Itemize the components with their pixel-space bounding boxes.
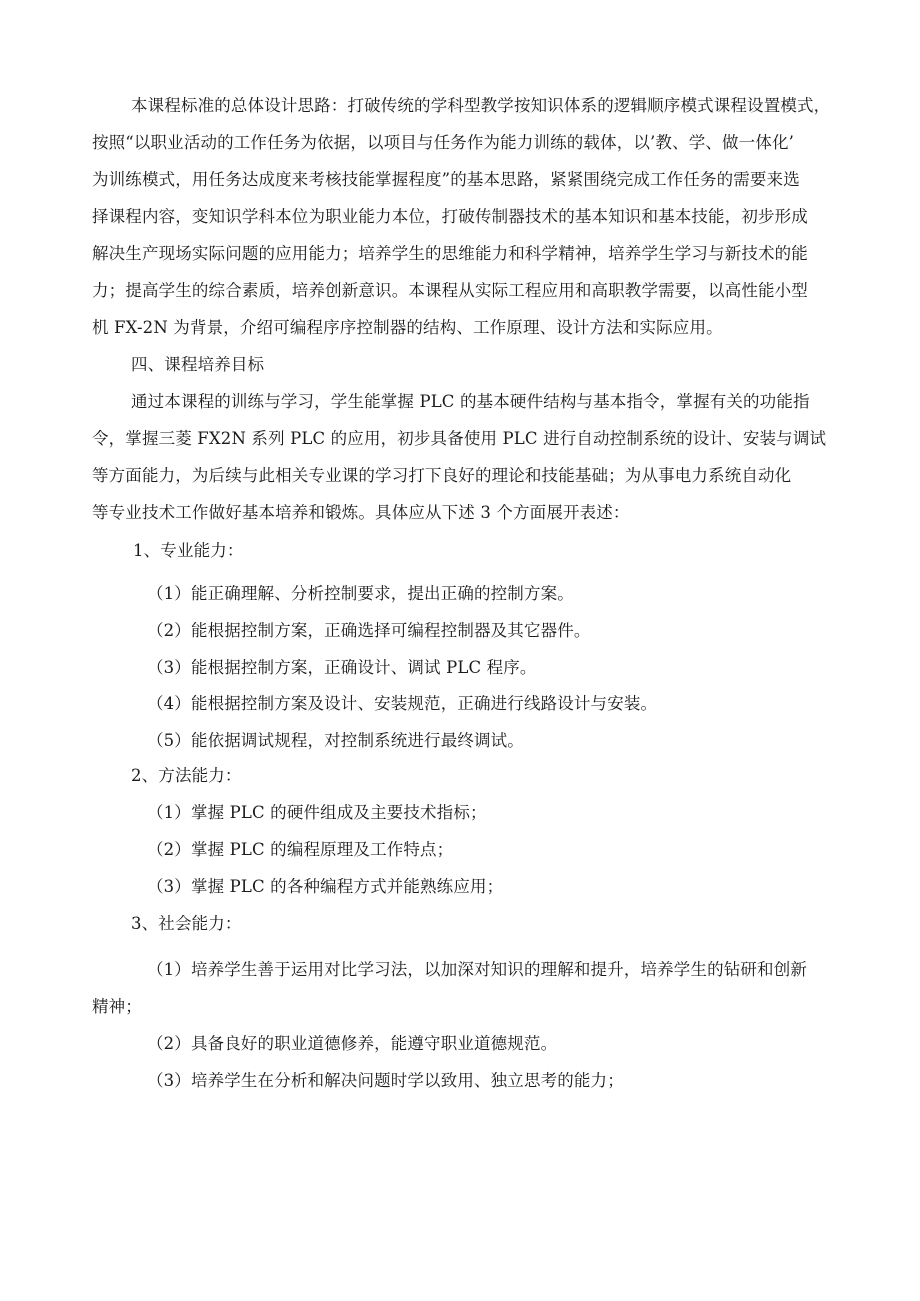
list-item: （2）掌握 PLC 的编程原理及工作特点；	[147, 840, 454, 859]
paragraph-line: 通过本课程的训练与学习，学生能掌握 PLC 的基本硬件结构与基本指令，掌握有关的功能指	[131, 392, 810, 411]
list-item: （1）能正确理解、分析控制要求，提出正确的控制方案。	[147, 584, 574, 603]
subheading-professional: 1、专业能力：	[133, 541, 244, 560]
list-item-continuation: 精神；	[92, 997, 142, 1016]
paragraph-line: 本课程标准的总体设计思路：打破传统的学科型教学按知识体系的逻辑顺序模式课程设置模式，	[131, 96, 831, 115]
paragraph-line: 按照“以职业活动的工作任务为依据，以项目与任务作为能力训练的载体，以’教、学、做一体化’	[92, 133, 795, 152]
list-item: （1）培养学生善于运用对比学习法，以加深对知识的理解和提升，培养学生的钻研和创新	[147, 960, 807, 979]
subheading-social: 3、社会能力：	[131, 914, 242, 933]
list-item: （3）培养学生在分析和解决问题时学以致用、独立思考的能力；	[147, 1071, 624, 1090]
paragraph-line: 为训练模式，用任务达成度来考核技能掌握程度”的基本思路，紧紧围绕完成工作任务的需要来选	[92, 170, 800, 189]
paragraph-line: 机 FX-2N 为背景，介绍可编程序序控制器的结构、工作原理、设计方法和实际应用。	[92, 318, 723, 337]
paragraph-line: 解决生产现场实际问题的应用能力；培养学生的思维能力和科学精神，培养学生学习与新技术的能	[92, 244, 808, 263]
list-item: （3）掌握 PLC 的各种编程方式并能熟练应用；	[147, 877, 504, 896]
paragraph-line: 择课程内容，变知识学科本位为职业能力本位，打破传制器技术的基本知识和基本技能，初步形成	[92, 207, 808, 226]
subheading-method: 2、方法能力：	[131, 766, 242, 785]
section-heading: 四、课程培养目标	[131, 355, 265, 374]
list-item: （2）能根据控制方案，正确选择可编程控制器及其它器件。	[147, 621, 591, 640]
paragraph-line: 令，掌握三菱 FX2N 系列 PLC 的应用，初步具备使用 PLC 进行自动控制系统的设计、安装与调试	[92, 429, 827, 448]
paragraph-line: 等专业技术工作做好基本培养和锻炼。具体应从下述 3 个方面展开表述：	[92, 503, 630, 522]
list-item: （5）能依据调试规程，对控制系统进行最终调试。	[147, 731, 524, 750]
list-item: （3）能根据控制方案，正确设计、调试 PLC 程序。	[147, 658, 537, 677]
list-item: （2）具备良好的职业道德修养，能遵守职业道德规范。	[147, 1034, 558, 1053]
list-item: （1）掌握 PLC 的硬件组成及主要技术指标；	[147, 803, 487, 822]
paragraph-line: 等方面能力，为后续与此相关专业课的学习打下良好的理论和技能基础；为从事电力系统自动化	[92, 466, 792, 485]
paragraph-line: 力；提高学生的综合素质，培养创新意识。本课程从实际工程应用和高职教学需要，以高性能小型	[92, 281, 808, 300]
list-item: （4）能根据控制方案及设计、安装规范，正确进行线路设计与安装。	[147, 694, 658, 713]
